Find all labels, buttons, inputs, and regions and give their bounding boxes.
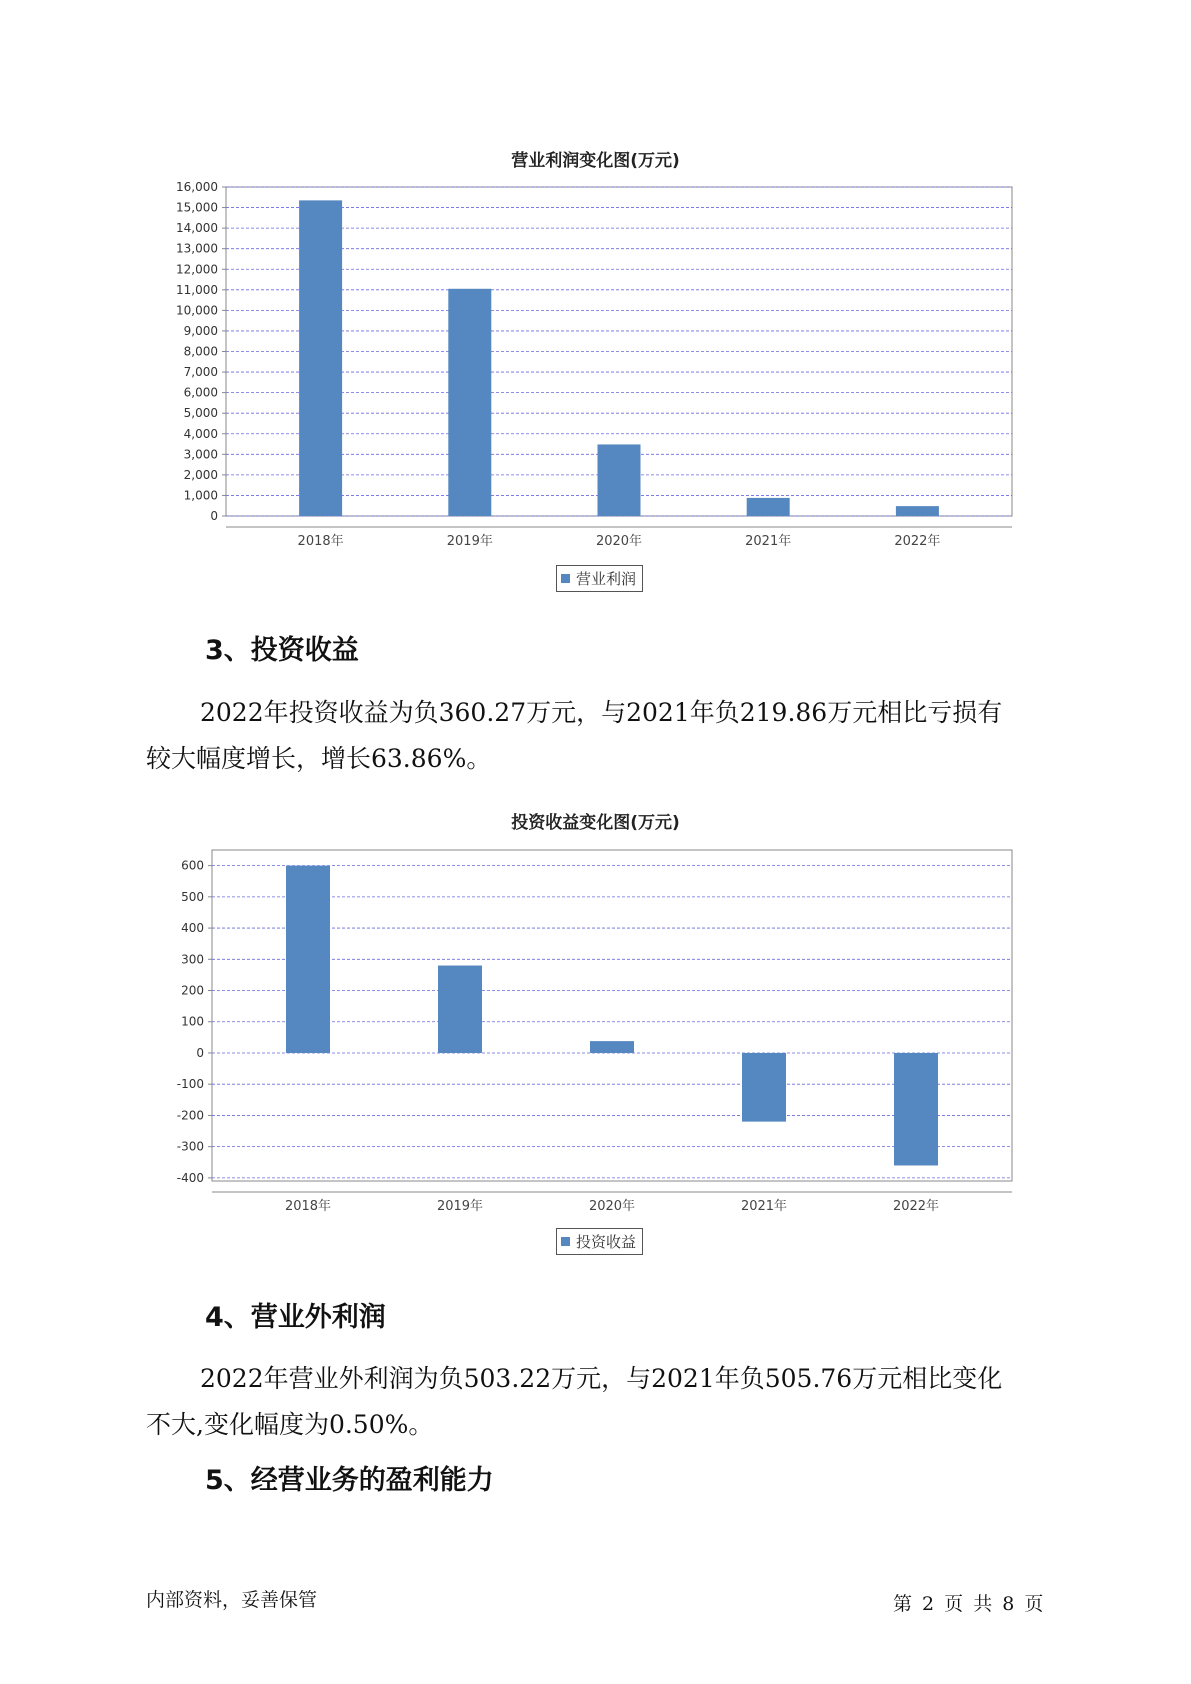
y-tick-label: -300	[176, 1139, 204, 1154]
chart2-legend-label: 投资收益	[576, 1233, 637, 1251]
x-tick-label: 2018年	[284, 1199, 332, 1214]
y-tick-label: 200	[181, 983, 204, 998]
x-tick-label: 2020年	[588, 1199, 636, 1214]
x-tick-label: 2022年	[892, 1199, 940, 1214]
y-tick-label: 8,000	[183, 344, 218, 359]
y-tick-label: 0	[196, 1045, 204, 1060]
section-4-paragraph	[146, 1356, 1046, 1448]
y-tick-label: 300	[181, 952, 204, 967]
plot-area	[212, 850, 1012, 1181]
y-tick-label: 1,000	[183, 488, 218, 503]
bar-2022年	[894, 1053, 938, 1165]
y-tick-label: 400	[181, 921, 204, 936]
chart2-legend	[556, 1228, 643, 1255]
y-tick-label: 3,000	[183, 447, 218, 462]
footer-page-number: 第 2 页 共 8 页	[893, 1593, 1044, 1615]
y-tick-label: 5,000	[183, 406, 218, 421]
y-tick-label: 100	[181, 1014, 204, 1029]
y-tick-label: 0	[210, 509, 218, 523]
section-3-heading: 3、投资收益	[205, 635, 359, 666]
x-tick-label: 2021年	[745, 534, 792, 549]
bar-2020年	[590, 1041, 634, 1053]
y-tick-label: 16,000	[176, 180, 218, 194]
y-tick-label: -400	[176, 1170, 204, 1185]
section-3-line-1: 2022年投资收益为负360.27万元，与2021年负219.86万元相比亏损有	[200, 698, 1003, 727]
x-tick-label: 2021年	[740, 1199, 788, 1214]
y-tick-label: 500	[181, 889, 204, 904]
y-tick-label: -200	[176, 1108, 204, 1123]
y-tick-label: 10,000	[176, 303, 218, 318]
y-tick-label: 600	[181, 858, 204, 873]
x-tick-label: 2018年	[297, 534, 344, 549]
chart1-legend-label: 营业利润	[576, 570, 637, 588]
y-tick-label: 9,000	[183, 323, 218, 338]
y-tick-label: 6,000	[183, 385, 218, 400]
chart2-title: 投资收益变化图(万元)	[511, 813, 680, 833]
legend-swatch	[561, 1237, 570, 1246]
section-4-line-2: 不大,变化幅度为0.50%。	[146, 1410, 434, 1439]
bar-2018年	[286, 866, 330, 1053]
y-tick-label: 7,000	[183, 365, 218, 380]
y-tick-label: 12,000	[176, 262, 218, 277]
y-tick-label: 4,000	[183, 426, 218, 441]
chart1-title: 营业利润变化图(万元)	[511, 151, 680, 171]
y-tick-label: 13,000	[176, 241, 218, 256]
y-tick-label: 2,000	[183, 467, 218, 482]
section-3-line-2: 较大幅度增长，增长63.86%。	[146, 744, 492, 773]
section-4-line-1: 2022年营业外利润为负503.22万元，与2021年负505.76万元相比变化	[200, 1364, 1003, 1393]
bar-2021年	[742, 1053, 786, 1122]
footer-confidential-note: 内部资料，妥善保管	[146, 1589, 318, 1611]
y-tick-label: 11,000	[176, 282, 218, 297]
y-tick-label: 14,000	[176, 221, 218, 236]
x-tick-label: 2019年	[436, 1199, 484, 1214]
section-5-heading: 5、经营业务的盈利能力	[205, 1465, 494, 1496]
y-tick-label: -100	[176, 1077, 204, 1092]
x-tick-label: 2020年	[595, 534, 643, 549]
y-tick-label: 15,000	[176, 200, 218, 215]
bar-2019年	[438, 966, 482, 1053]
section-4-heading: 4、营业外利润	[205, 1302, 386, 1333]
x-tick-label: 2019年	[446, 534, 493, 549]
x-tick-label: 2022年	[894, 534, 941, 549]
